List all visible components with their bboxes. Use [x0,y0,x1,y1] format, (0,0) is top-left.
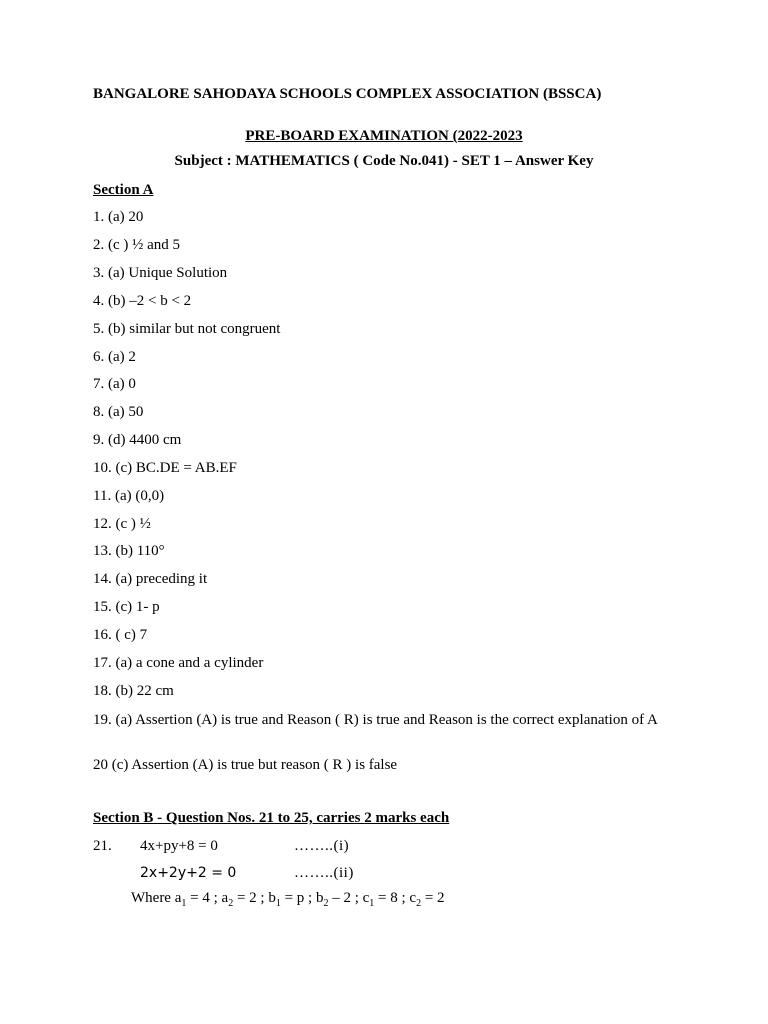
c1-value: = 8 ; c [374,890,417,906]
a1-subscript: 1 [181,898,187,909]
a2-subscript: 2 [228,898,234,909]
equation-1: 4x+py+8 = 0 [140,838,218,854]
section-a-heading: Section A [93,182,154,198]
answer-12: 12. (c ) ½ [93,516,151,532]
answer-5: 5. (b) similar but not congruent [93,321,281,337]
where-prefix: Where a [131,890,182,906]
answer-7: 7. (a) 0 [93,376,136,392]
answer-14: 14. (a) preceding it [93,571,208,587]
answer-8: 8. (a) 50 [93,404,144,420]
c2-value: = 2 [421,890,445,906]
answer-18: 18. (b) 22 cm [93,683,174,699]
coefficients-line [131,890,445,909]
answer-20: 20 (c) Assertion (A) is true but reason ( R ) is false [93,757,398,773]
answer-17: 17. (a) a cone and a cylinder [93,655,264,671]
answer-10: 10. (c) BC.DE = AB.EF [93,460,237,476]
answer-9: 9. (d) 4400 cm [93,432,182,448]
equation-1-tag: ……..(i) [294,838,350,854]
answer-13: 13. (b) 110° [93,543,165,559]
answer-11: 11. (a) (0,0) [93,488,165,504]
answer-3: 3. (a) Unique Solution [93,265,228,281]
b1-subscript: 1 [275,898,281,909]
section-b-heading: Section B - Question Nos. 21 to 25, carries 2 marks each [93,810,450,826]
organization-title: BANGALORE SAHODAYA SCHOOLS COMPLEX ASSOCIATION (BSSCA) [93,86,602,102]
exam-title: PRE-BOARD EXAMINATION (2022-2023 [245,128,523,144]
answer-1: 1. (a) 20 [93,209,144,225]
question-21-number: 21. [93,838,112,854]
b2-value: – 2 ; c [328,890,370,906]
answer-4: 4. (b) –2 < b < 2 [93,293,192,309]
subject-line: Subject : MATHEMATICS ( Code No.041) - SET 1 – Answer Key [174,153,594,169]
answer-16: 16. ( c) 7 [93,627,148,643]
a1-value: = 4 ; a [186,890,229,906]
equation-2-tag: ……..(ii) [294,865,354,881]
equation-2: 2x+2y+2 = 0 [140,865,237,881]
c2-subscript: 2 [416,898,422,909]
b2-subscript: 2 [323,898,329,909]
c1-subscript: 1 [369,898,375,909]
answer-2: 2. (c ) ½ and 5 [93,237,181,253]
a2-value: = 2 ; b [233,890,276,906]
b1-value: = p ; b [280,890,324,906]
answer-15: 15. (c) 1- p [93,599,160,615]
answer-19: 19. (a) Assertion (A) is true and Reason ( R) is true and Reason is the correct explanation of A [93,712,658,728]
answer-6: 6. (a) 2 [93,349,136,365]
